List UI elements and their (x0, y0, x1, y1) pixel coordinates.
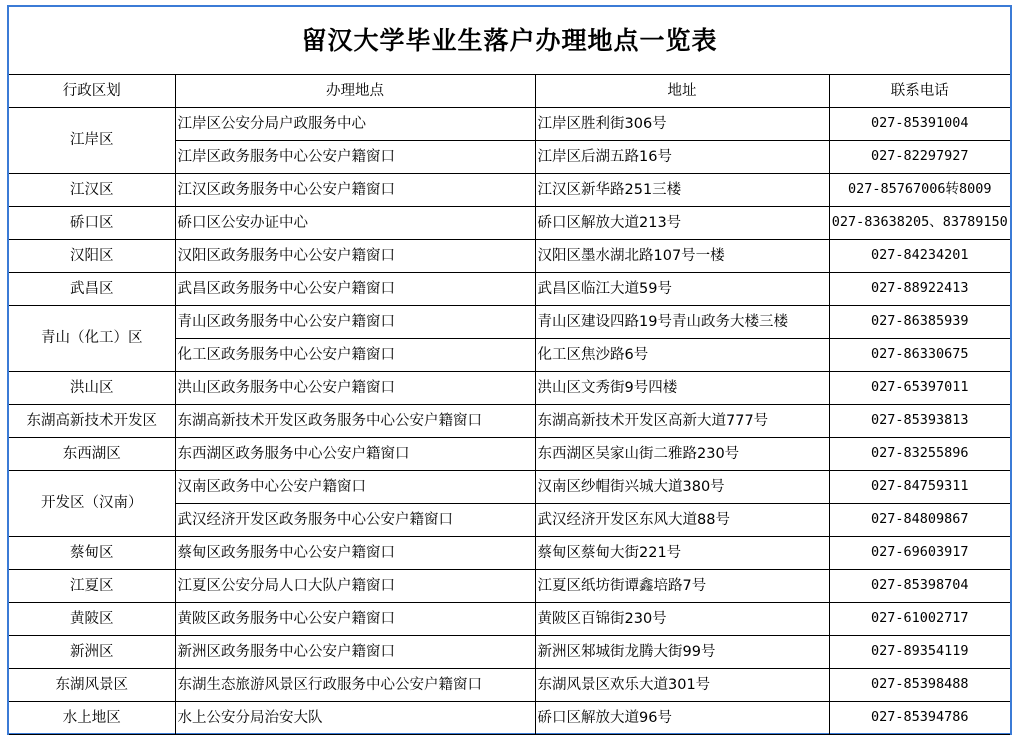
cell-address[interactable]: 东西湖区吴家山街二雅路230号 (535, 438, 829, 471)
cell-phone[interactable]: 027-61002717 (829, 603, 1010, 636)
header-row (9, 75, 1010, 108)
cell-place[interactable]: 硚口区公安办证中心 (175, 207, 535, 240)
table-row (9, 108, 1010, 141)
header-phone[interactable]: 联系电话 (829, 75, 1010, 108)
cell-place[interactable]: 江岸区公安分局户政服务中心 (175, 108, 535, 141)
cell-place[interactable]: 青山区政务服务中心公安户籍窗口 (175, 306, 535, 339)
cell-place[interactable]: 武汉经济开发区政务服务中心公安户籍窗口 (175, 504, 535, 537)
cell-district[interactable]: 开发区（汉南） (9, 471, 175, 537)
cell-district[interactable]: 武昌区 (9, 273, 175, 306)
cell-address[interactable]: 江夏区纸坊街谭鑫培路7号 (535, 570, 829, 603)
table-row (9, 273, 1010, 306)
header-place[interactable]: 办理地点 (175, 75, 535, 108)
cell-address[interactable]: 汉阳区墨水湖北路107号一楼 (535, 240, 829, 273)
cell-district[interactable]: 洪山区 (9, 372, 175, 405)
cell-place[interactable]: 汉阳区政务服务中心公安户籍窗口 (175, 240, 535, 273)
page-title: 留汉大学毕业生落户办理地点一览表 (9, 7, 1010, 75)
cell-address[interactable]: 洪山区文秀街9号四楼 (535, 372, 829, 405)
table-row (9, 636, 1010, 669)
cell-district[interactable]: 青山（化工）区 (9, 306, 175, 372)
cell-address[interactable]: 江汉区新华路251三楼 (535, 174, 829, 207)
spreadsheet (7, 5, 1012, 735)
cell-address[interactable]: 蔡甸区蔡甸大街221号 (535, 537, 829, 570)
table-row (9, 240, 1010, 273)
data-table (9, 7, 1010, 735)
cell-address[interactable]: 东湖高新技术开发区高新大道777号 (535, 405, 829, 438)
table-row (9, 306, 1010, 339)
header-address[interactable]: 地址 (535, 75, 829, 108)
table-row (9, 207, 1010, 240)
cell-place[interactable]: 水上公安分局治安大队 (175, 702, 535, 735)
cell-district[interactable]: 新洲区 (9, 636, 175, 669)
cell-district[interactable]: 东湖高新技术开发区 (9, 405, 175, 438)
cell-phone[interactable]: 027-86330675 (829, 339, 1010, 372)
cell-district[interactable]: 江夏区 (9, 570, 175, 603)
table-row (9, 405, 1010, 438)
cell-address[interactable]: 东湖风景区欢乐大道301号 (535, 669, 829, 702)
cell-phone[interactable]: 027-85398704 (829, 570, 1010, 603)
table-row (9, 603, 1010, 636)
cell-address[interactable]: 黄陂区百锦街230号 (535, 603, 829, 636)
table-row (9, 570, 1010, 603)
cell-phone[interactable]: 027-85398488 (829, 669, 1010, 702)
cell-address[interactable]: 武昌区临江大道59号 (535, 273, 829, 306)
cell-phone[interactable]: 027-84809867 (829, 504, 1010, 537)
cell-district[interactable]: 东西湖区 (9, 438, 175, 471)
cell-phone[interactable]: 027-83255896 (829, 438, 1010, 471)
cell-address[interactable]: 硚口区解放大道96号 (535, 702, 829, 735)
cell-place[interactable]: 东湖生态旅游风景区行政服务中心公安户籍窗口 (175, 669, 535, 702)
cell-phone[interactable]: 027-65397011 (829, 372, 1010, 405)
cell-place[interactable]: 江夏区公安分局人口大队户籍窗口 (175, 570, 535, 603)
cell-place[interactable]: 江岸区政务服务中心公安户籍窗口 (175, 141, 535, 174)
cell-district[interactable]: 水上地区 (9, 702, 175, 735)
table-row (9, 471, 1010, 504)
cell-address[interactable]: 汉南区纱帽街兴城大道380号 (535, 471, 829, 504)
table-row (9, 372, 1010, 405)
cell-place[interactable]: 新洲区政务服务中心公安户籍窗口 (175, 636, 535, 669)
cell-phone[interactable]: 027-85767006转8009 (829, 174, 1010, 207)
cell-district[interactable]: 东湖风景区 (9, 669, 175, 702)
cell-place[interactable]: 东湖高新技术开发区政务服务中心公安户籍窗口 (175, 405, 535, 438)
table-row (9, 537, 1010, 570)
cell-place[interactable]: 蔡甸区政务服务中心公安户籍窗口 (175, 537, 535, 570)
cell-place[interactable]: 汉南区政务中心公安户籍窗口 (175, 471, 535, 504)
cell-district[interactable]: 硚口区 (9, 207, 175, 240)
cell-district[interactable]: 黄陂区 (9, 603, 175, 636)
table-row (9, 669, 1010, 702)
header-district[interactable]: 行政区划 (9, 75, 175, 108)
cell-phone[interactable]: 027-83638205、83789150 (829, 207, 1010, 240)
cell-phone[interactable]: 027-88922413 (829, 273, 1010, 306)
cell-address[interactable]: 化工区焦沙路6号 (535, 339, 829, 372)
cell-place[interactable]: 武昌区政务服务中心公安户籍窗口 (175, 273, 535, 306)
cell-district[interactable]: 汉阳区 (9, 240, 175, 273)
cell-place[interactable]: 化工区政务服务中心公安户籍窗口 (175, 339, 535, 372)
cell-phone[interactable]: 027-85393813 (829, 405, 1010, 438)
cell-district[interactable]: 江汉区 (9, 174, 175, 207)
title-row (9, 7, 1010, 75)
cell-address[interactable]: 硚口区解放大道213号 (535, 207, 829, 240)
cell-phone[interactable]: 027-85391004 (829, 108, 1010, 141)
cell-phone[interactable]: 027-84759311 (829, 471, 1010, 504)
cell-phone[interactable]: 027-82297927 (829, 141, 1010, 174)
table-row (9, 174, 1010, 207)
table-row (9, 438, 1010, 471)
cell-district[interactable]: 江岸区 (9, 108, 175, 174)
cell-address[interactable]: 江岸区后湖五路16号 (535, 141, 829, 174)
cell-place[interactable]: 东西湖区政务服务中心公安户籍窗口 (175, 438, 535, 471)
cell-address[interactable]: 江岸区胜利街306号 (535, 108, 829, 141)
cell-place[interactable]: 黄陂区政务服务中心公安户籍窗口 (175, 603, 535, 636)
table-row (9, 702, 1010, 735)
cell-phone[interactable]: 027-69603917 (829, 537, 1010, 570)
cell-address[interactable]: 青山区建设四路19号青山政务大楼三楼 (535, 306, 829, 339)
cell-phone[interactable]: 027-85394786 (829, 702, 1010, 735)
cell-address[interactable]: 武汉经济开发区东风大道88号 (535, 504, 829, 537)
cell-place[interactable]: 洪山区政务服务中心公安户籍窗口 (175, 372, 535, 405)
cell-district[interactable]: 蔡甸区 (9, 537, 175, 570)
cell-address[interactable]: 新洲区邾城街龙腾大街99号 (535, 636, 829, 669)
cell-phone[interactable]: 027-84234201 (829, 240, 1010, 273)
cell-phone[interactable]: 027-86385939 (829, 306, 1010, 339)
cell-place[interactable]: 江汉区政务服务中心公安户籍窗口 (175, 174, 535, 207)
cell-phone[interactable]: 027-89354119 (829, 636, 1010, 669)
